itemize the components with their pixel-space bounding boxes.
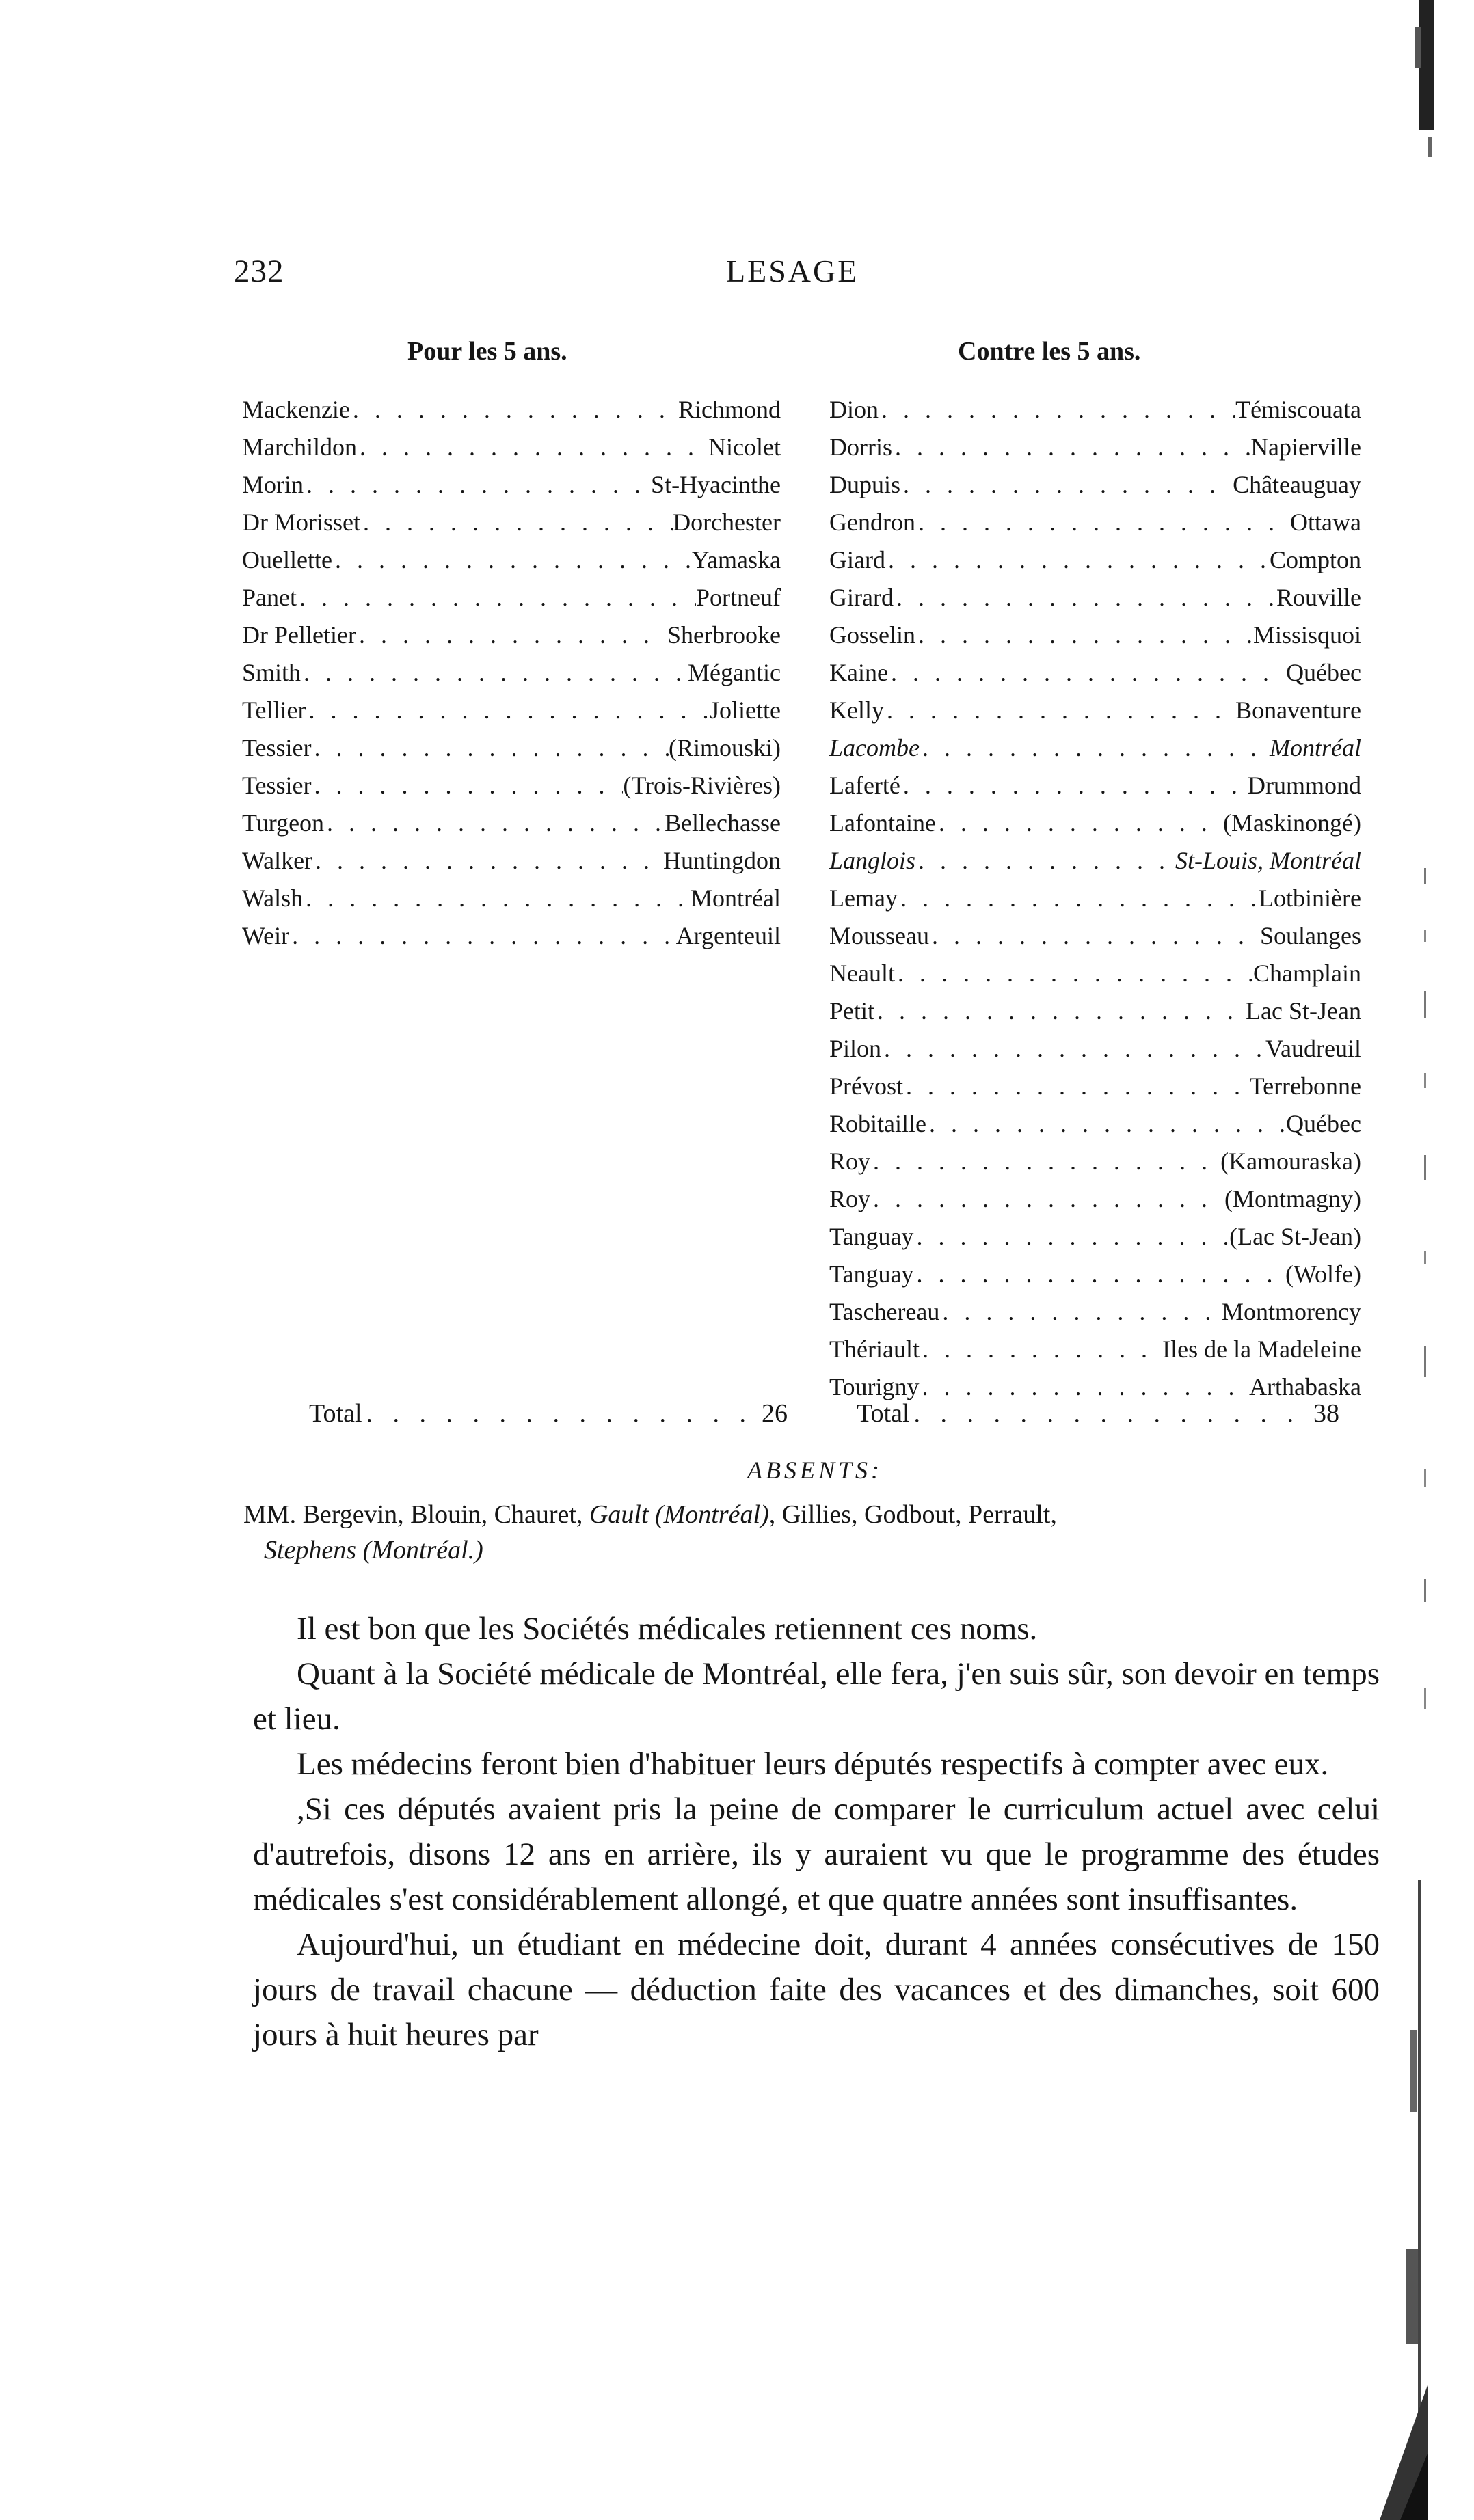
absents-names-2: , Gillies, Godbout, Perrault, — [768, 1500, 1057, 1529]
deputy-name: Kelly — [829, 696, 884, 724]
right_column-row — [829, 1218, 1361, 1256]
riding-name: Champlain — [1253, 960, 1361, 987]
dot-leader — [324, 804, 665, 842]
riding-name: Argenteuil — [675, 922, 781, 949]
riding-name: Yamaska — [691, 546, 781, 573]
right_column-row — [829, 391, 1361, 429]
left_column-row — [242, 466, 781, 504]
dot-leader — [303, 880, 691, 917]
dot-leader — [939, 1293, 1222, 1331]
left_column-row — [242, 391, 781, 429]
riding-name: (Maskinongé) — [1223, 809, 1361, 837]
dot-leader — [903, 1068, 1250, 1105]
right_column-row — [829, 1105, 1361, 1143]
right_column-row — [829, 504, 1361, 541]
deputy-name: Weir — [242, 922, 290, 949]
deputy-name: Lacombe — [829, 734, 920, 761]
deputy-name: Dorris — [829, 433, 892, 461]
left_column-row — [242, 579, 781, 617]
deputy-name: Langlois — [829, 847, 916, 874]
dot-leader — [870, 1143, 1220, 1180]
dot-leader — [888, 654, 1286, 692]
dot-leader — [304, 466, 651, 504]
left_column-row — [242, 729, 781, 767]
absent-stephens-riding: (Montréal.) — [362, 1536, 483, 1564]
left_column-row — [242, 617, 781, 654]
right-total-value: 38 — [1313, 1399, 1339, 1428]
dot-leader — [311, 729, 669, 767]
right_column-row — [829, 1068, 1361, 1105]
absents-heading: ABSENTS: — [747, 1457, 883, 1484]
riding-name: Montmorency — [1222, 1298, 1361, 1325]
absents-names-1: MM. Bergevin, Blouin, Chauret, — [243, 1500, 583, 1529]
riding-name: (Rimouski) — [668, 734, 781, 761]
deputy-name: Walsh — [242, 884, 304, 912]
riding-name: Iles de la Madeleine — [1162, 1336, 1361, 1363]
dot-leader — [936, 804, 1223, 842]
right-column-title: Contre les 5 ans. — [958, 337, 1141, 366]
riding-name: Terrebonne — [1249, 1072, 1361, 1100]
paragraph: ,Si ces députés avaient pris la peine de comparer le curriculum actuel avec celui d'autrefois, disons 12 ans en arrière, ils y auraient vu que le programme des études médicales s'est considérablement allongé, et que quatre années sont insuffisantes. — [253, 1791, 1380, 1917]
riding-name: (Lac St-Jean) — [1229, 1223, 1361, 1250]
right_column-row — [829, 1256, 1361, 1293]
absent-gault: Gault — [589, 1500, 649, 1529]
left-column-title: Pour les 5 ans. — [407, 337, 567, 366]
left-total-label: Total — [309, 1399, 362, 1428]
deputy-name: Tanguay — [829, 1260, 914, 1288]
dot-leader — [360, 504, 673, 541]
page-number: 232 — [234, 254, 284, 289]
right_column-row — [829, 880, 1361, 917]
dot-leader — [894, 579, 1276, 617]
right_column-row — [829, 955, 1361, 992]
left_column-row — [242, 504, 781, 541]
deputy-name: Ouellette — [242, 546, 332, 573]
dot-leader — [312, 842, 663, 880]
right_column-row — [829, 992, 1361, 1030]
dot-leader — [870, 1180, 1224, 1218]
dot-leader — [881, 1030, 1265, 1068]
right_column-row — [829, 767, 1361, 804]
deputy-name: Tanguay — [829, 1223, 914, 1250]
dot-leader — [920, 729, 1270, 767]
deputy-name: Prévost — [829, 1072, 903, 1100]
dot-leader — [915, 617, 1253, 654]
right_column-row — [829, 692, 1361, 729]
dot-leader — [910, 1393, 1313, 1434]
dot-leader — [885, 541, 1270, 579]
riding-name: Sherbrooke — [667, 621, 781, 649]
dot-leader — [301, 654, 688, 692]
absent-stephens: Stephens — [264, 1536, 357, 1564]
riding-name: Portneuf — [696, 584, 781, 611]
right_column-row — [829, 804, 1361, 842]
dot-leader — [350, 391, 678, 429]
riding-name: Montréal — [1270, 734, 1361, 761]
right_column-row — [829, 429, 1361, 466]
deputy-name: Taschereau — [829, 1298, 940, 1325]
right_column-row — [829, 1331, 1361, 1368]
deputy-name: Mackenzie — [242, 396, 350, 423]
left-total-row — [309, 1393, 788, 1434]
paragraph: Quant à la Société médicale de Montréal, elle fera, j'en suis sûr, son devoir en temps et lieu. — [253, 1656, 1380, 1737]
riding-name: St-Louis, Montréal — [1175, 847, 1361, 874]
riding-name: Compton — [1269, 546, 1361, 573]
deputy-name: Dupuis — [829, 471, 901, 498]
riding-name: (Montmagny) — [1224, 1185, 1361, 1212]
deputy-name: Gosselin — [829, 621, 915, 649]
riding-name: Bonaventure — [1235, 696, 1361, 724]
deputy-name: Lafontaine — [829, 809, 936, 837]
left-total-value: 26 — [762, 1399, 788, 1428]
deputy-name: Turgeon — [242, 809, 325, 837]
scan-artifact-margin — [1422, 868, 1429, 1757]
deputy-name: Tourigny — [829, 1373, 920, 1400]
paragraph: Il est bon que les Sociétés médicales retiennent ces noms. — [297, 1611, 1038, 1647]
absent-gault-riding: (Montréal) — [655, 1500, 769, 1529]
left_column-row — [242, 541, 781, 579]
deputy-name: Marchildon — [242, 433, 357, 461]
right_column-row — [829, 654, 1361, 692]
right-total-row — [857, 1393, 1339, 1434]
right_column-row — [829, 917, 1361, 955]
deputy-name: Mousseau — [829, 922, 929, 949]
riding-name: Montréal — [691, 884, 781, 912]
riding-name: Rouville — [1276, 584, 1361, 611]
paragraph: Les médecins feront bien d'habituer leurs députés respectifs à compter avec eux. — [297, 1746, 1329, 1782]
right_column-row — [829, 729, 1361, 767]
dot-leader — [900, 767, 1248, 804]
dot-leader — [900, 466, 1233, 504]
riding-name: Lac St-Jean — [1246, 997, 1361, 1025]
deputy-name: Tessier — [242, 772, 312, 799]
right_column-row — [829, 1293, 1361, 1331]
riding-name: Joliette — [710, 696, 781, 724]
riding-name: (Wolfe) — [1285, 1260, 1361, 1288]
deputy-name: Petit — [829, 997, 875, 1025]
dot-leader — [898, 880, 1259, 917]
riding-name: Mégantic — [688, 659, 781, 686]
deputy-name: Morin — [242, 471, 304, 498]
dot-leader — [892, 429, 1250, 466]
dot-leader — [884, 692, 1235, 729]
riding-name: Missisquoi — [1252, 621, 1361, 649]
right_column-row — [829, 466, 1361, 504]
deputy-name: Girard — [829, 584, 894, 611]
dot-leader — [915, 842, 1175, 880]
against-vote-list — [829, 391, 1361, 1406]
riding-name: (Trois-Rivières) — [623, 772, 781, 799]
right-total-label: Total — [857, 1399, 910, 1428]
for-vote-list — [242, 391, 781, 955]
right_column-row — [829, 579, 1361, 617]
left_column-row — [242, 654, 781, 692]
dot-leader — [289, 917, 676, 955]
dot-leader — [311, 767, 623, 804]
riding-name: Arthabaska — [1249, 1373, 1361, 1400]
riding-name: (Kamouraska) — [1220, 1148, 1361, 1175]
body-text — [253, 1606, 1380, 2057]
deputy-name: Tellier — [242, 696, 306, 724]
deputy-name: Dr Pelletier — [242, 621, 356, 649]
right_column-row — [829, 617, 1361, 654]
right_column-row — [829, 1180, 1361, 1218]
left_column-row — [242, 692, 781, 729]
deputy-name: Roy — [829, 1148, 871, 1175]
deputy-name: Laferté — [829, 772, 900, 799]
dot-leader — [874, 992, 1246, 1030]
riding-name: Témiscouata — [1235, 396, 1361, 423]
dot-leader — [356, 617, 667, 654]
dot-leader — [362, 1393, 762, 1434]
riding-name: Lotbinière — [1259, 884, 1361, 912]
riding-name: Bellechasse — [665, 809, 781, 837]
riding-name: Châteauguay — [1233, 471, 1361, 498]
riding-name: Vaudreuil — [1265, 1035, 1361, 1062]
absents-list — [243, 1497, 1392, 1568]
riding-name: Drummond — [1248, 772, 1361, 799]
deputy-name: Smith — [242, 659, 302, 686]
riding-name: Huntingdon — [662, 847, 781, 874]
dot-leader — [929, 917, 1260, 955]
deputy-name: Giard — [829, 546, 885, 573]
deputy-name: Roy — [829, 1185, 871, 1212]
paragraph: Aujourd'hui, un étudiant en médecine doit, durant 4 années consécutives de 150 jours de travail chacune — déduction faite des vacances et des dimanches, soit 600 jours à huit heures par — [253, 1927, 1380, 2052]
right_column-row — [829, 541, 1361, 579]
riding-name: Napierville — [1250, 433, 1361, 461]
deputy-name: Robitaille — [829, 1110, 926, 1137]
running-head: LESAGE — [726, 254, 859, 288]
left_column-row — [242, 429, 781, 466]
left_column-row — [242, 880, 781, 917]
deputy-name: Tessier — [242, 734, 312, 761]
deputy-name: Panet — [242, 584, 297, 611]
dot-leader — [297, 579, 696, 617]
right_column-row — [829, 842, 1361, 880]
scan-artifact-top — [1407, 0, 1448, 171]
deputy-name: Kaine — [829, 659, 888, 686]
riding-name: Dorchester — [673, 509, 781, 536]
dot-leader — [913, 1256, 1285, 1293]
dot-leader — [920, 1331, 1162, 1368]
riding-name: Québec — [1286, 659, 1361, 686]
left_column-row — [242, 842, 781, 880]
riding-name: Richmond — [678, 396, 781, 423]
left_column-row — [242, 804, 781, 842]
deputy-name: Neault — [829, 960, 895, 987]
dot-leader — [895, 955, 1253, 992]
deputy-name: Dr Morisset — [242, 509, 360, 536]
scan-artifact-bottom — [1352, 1880, 1428, 2520]
dot-leader — [332, 541, 692, 579]
riding-name: Ottawa — [1290, 509, 1361, 536]
riding-name: St-Hyacinthe — [651, 471, 781, 498]
deputy-name: Dion — [829, 396, 879, 423]
left_column-row — [242, 767, 781, 804]
dot-leader — [915, 504, 1290, 541]
dot-leader — [357, 429, 708, 466]
riding-name: Soulanges — [1260, 922, 1361, 949]
deputy-name: Lemay — [829, 884, 898, 912]
riding-name: Nicolet — [708, 433, 781, 461]
left_column-row — [242, 917, 781, 955]
dot-leader — [879, 391, 1235, 429]
riding-name: Québec — [1286, 1110, 1361, 1137]
dot-leader — [926, 1105, 1286, 1143]
deputy-name: Pilon — [829, 1035, 882, 1062]
dot-leader — [913, 1218, 1229, 1256]
deputy-name: Walker — [242, 847, 313, 874]
deputy-name: Gendron — [829, 509, 915, 536]
right_column-row — [829, 1143, 1361, 1180]
right_column-row — [829, 1030, 1361, 1068]
dot-leader — [306, 692, 710, 729]
deputy-name: Thériault — [829, 1336, 920, 1363]
